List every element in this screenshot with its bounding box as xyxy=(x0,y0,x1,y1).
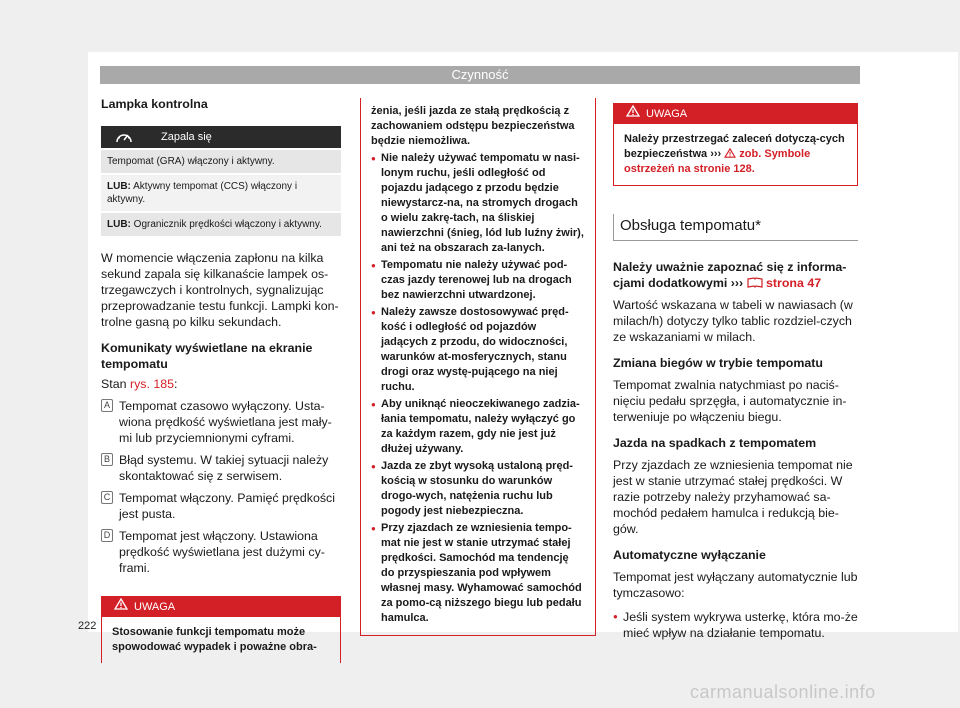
badge-d: D xyxy=(101,529,113,542)
warning-bullet: ● Nie należy używać tempomatu w nasi-lonym ruchu, jeśli odległość od pojazdu jadącego z przodu będzie niewystarcz-na, na stromych drogach o wielu zakrę-tach, na śliskiej nawierzchni (śnieg, lód lub luźny żwir), ani też na obszarach za-lanych. xyxy=(371,151,585,256)
list-item xyxy=(101,528,341,576)
figure-link[interactable]: rys. 185 xyxy=(129,377,175,391)
lamp-row xyxy=(101,150,341,173)
column-1 xyxy=(101,92,341,663)
book-icon xyxy=(747,277,763,288)
paragraph: Tempomat zwalnia natychmiast po naciś-nięciu pedału sprzęgła, i automatycznie in-terweniuje po włączeniu biegu. xyxy=(613,378,847,424)
warning-bullet: ● Jazda ze zbyt wysoką ustaloną pręd-kością w stosunku do warunków drogo-wych, natężenia ruchu lub pogody jest niebezpieczna. xyxy=(371,459,585,519)
warning-bullet: ● Tempomatu nie należy używać pod-czas jazdy terenowej lub na drogach bez nawierzchni utwardzonej. xyxy=(371,258,585,303)
warning-triangle-icon xyxy=(626,105,640,117)
lamp-row xyxy=(101,175,341,211)
warning-text: Należy przestrzegać zaleceń dotyczą-cych bezpieczeństwa ››› xyxy=(624,133,845,160)
warning-body xyxy=(614,124,857,185)
speedometer-icon xyxy=(115,129,133,145)
warning-head xyxy=(614,104,857,124)
page-header: Czynność xyxy=(100,66,860,84)
notice-text xyxy=(613,259,858,291)
badge-a: A xyxy=(101,399,113,412)
warning-box-2 xyxy=(613,103,858,186)
lamp-row-text: Aktywny tempomat (CCS) włączony i aktywny. xyxy=(107,181,298,205)
watermark: carmanualsonline.info xyxy=(690,682,876,702)
warning-label: UWAGA xyxy=(134,601,176,613)
lamp-row-text: Tempomat (GRA) włączony i aktywny. xyxy=(107,156,275,167)
warning-intro: żenia, jeśli jazda ze stałą prędkością z zachowaniem odstępu bezpieczeństwa będzie niemożliwa. xyxy=(371,105,575,147)
item-text: Tempomat czasowo wyłączony. Usta-wiona prędkość wyświetlana jest mały-mi lub przyciemnionymi cyframi. xyxy=(119,399,332,445)
warning-box-continued xyxy=(360,98,596,636)
lamp-row-prefix: LUB: xyxy=(107,219,131,230)
warning-bullet: ● Aby uniknąć nieoczekiwanego zadzia-łania tempomatu, należy wyłączyć go za każdym razem, gdy nie jest już dłużej używany. xyxy=(371,397,585,457)
intro-paragraph: W momencie włączenia zapłonu na kilka sekund zapala się kilkanaście lampek os-trzegawczych i kontrolnych, sygnalizując przeprowadzanie testu funkcji. Lampki kon-trolne gasną po kilku sekundach. xyxy=(101,251,339,329)
warning-triangle-icon xyxy=(724,148,736,158)
subheading: Zmiana biegów w trybie tempomatu xyxy=(613,356,823,370)
subheading-display: Komunikaty wyświetlane na ekranie tempomatu xyxy=(101,341,313,371)
lamp-row-prefix: LUB: xyxy=(107,181,131,192)
stan-label: Stan xyxy=(101,377,130,391)
warning-body xyxy=(361,98,595,635)
list-item xyxy=(101,490,341,522)
paragraph: Przy zjazdach ze wzniesienia tempomat nie jest w stanie utrzymać stałej prędkości. W razie potrzeby należy przyhamować sa-mochód pedałem hamulca i redukcją bie-gów. xyxy=(613,458,853,536)
item-text: Tempomat włączony. Pamięć prędkości jest pusta. xyxy=(119,491,335,521)
lamp-table-head xyxy=(101,126,341,148)
subheading: Automatyczne wyłączanie xyxy=(613,548,766,562)
lamp-table xyxy=(101,126,341,236)
warning-head xyxy=(102,597,340,617)
warning-link[interactable]: zob. Symbole ostrzeżeń na stronie 128. xyxy=(624,148,811,175)
section-title: Obsługa tempomatu* xyxy=(613,214,858,241)
lamp-title: Lampka kontrolna xyxy=(101,97,208,111)
warning-triangle-icon xyxy=(114,598,128,610)
column-3 xyxy=(613,103,858,641)
badge-c: C xyxy=(101,491,113,504)
paragraph: Wartość wskazana w tabeli w nawiasach (w milach/h) dotyczy tylko tablic rozdziel-czych ze wskazaniami w milach. xyxy=(613,298,853,344)
page-link[interactable]: strona 47 xyxy=(762,276,822,290)
lamp-row-text: Ogranicznik prędkości włączony i aktywny. xyxy=(130,219,322,230)
stan-colon: : xyxy=(174,377,178,391)
lamp-row xyxy=(101,213,341,236)
warning-bullet: ● Przy zjazdach ze wzniesienia tempo-mat nie jest w stanie utrzymać stałej prędkości. Samochód ma tendencję do przyspieszania pod wpływem własnej masy. Wyhamować samochód za pomo-cą niższego biegu lub pedału hamulca. xyxy=(371,521,585,626)
list-item xyxy=(101,452,341,484)
paragraph: Tempomat jest wyłączany automatycznie lub tymczasowo: xyxy=(613,570,858,600)
warning-bullet: ● Należy zawsze dostosowywać pręd-kość i odległość od pojazdów jadących z przodu, do widoczności, warunków at-mosferycznych, stanu drogi oraz wystę-pującego na niej ruchu. xyxy=(371,305,585,395)
list-item xyxy=(101,398,341,446)
warning-body: Stosowanie funkcji tempomatu może spowodować wypadek i poważne obra- xyxy=(112,626,317,653)
warning-label: UWAGA xyxy=(646,108,688,120)
warning-box xyxy=(101,596,341,663)
badge-b: B xyxy=(101,453,113,466)
column-2 xyxy=(360,98,596,636)
notice-text-a: Należy uważnie zapoznać się z informa-cjami dodatkowymi ››› xyxy=(613,260,847,290)
stan-line xyxy=(101,376,341,392)
item-text: Błąd systemu. W takiej sytuacji należy skontaktować się z serwisem. xyxy=(119,453,329,483)
item-text: Tempomat jest włączony. Ustawiona prędkość wyświetlana jest dużymi cy-frami. xyxy=(119,529,325,575)
bullet-item: ● Jeśli system wykrywa usterkę, która mo-że mieć wpływ na działanie tempomatu. xyxy=(613,609,858,641)
subheading: Jazda na spadkach z tempomatem xyxy=(613,436,817,450)
lamp-head-label: Zapala się xyxy=(161,131,212,143)
page-number: 222 xyxy=(78,620,97,632)
